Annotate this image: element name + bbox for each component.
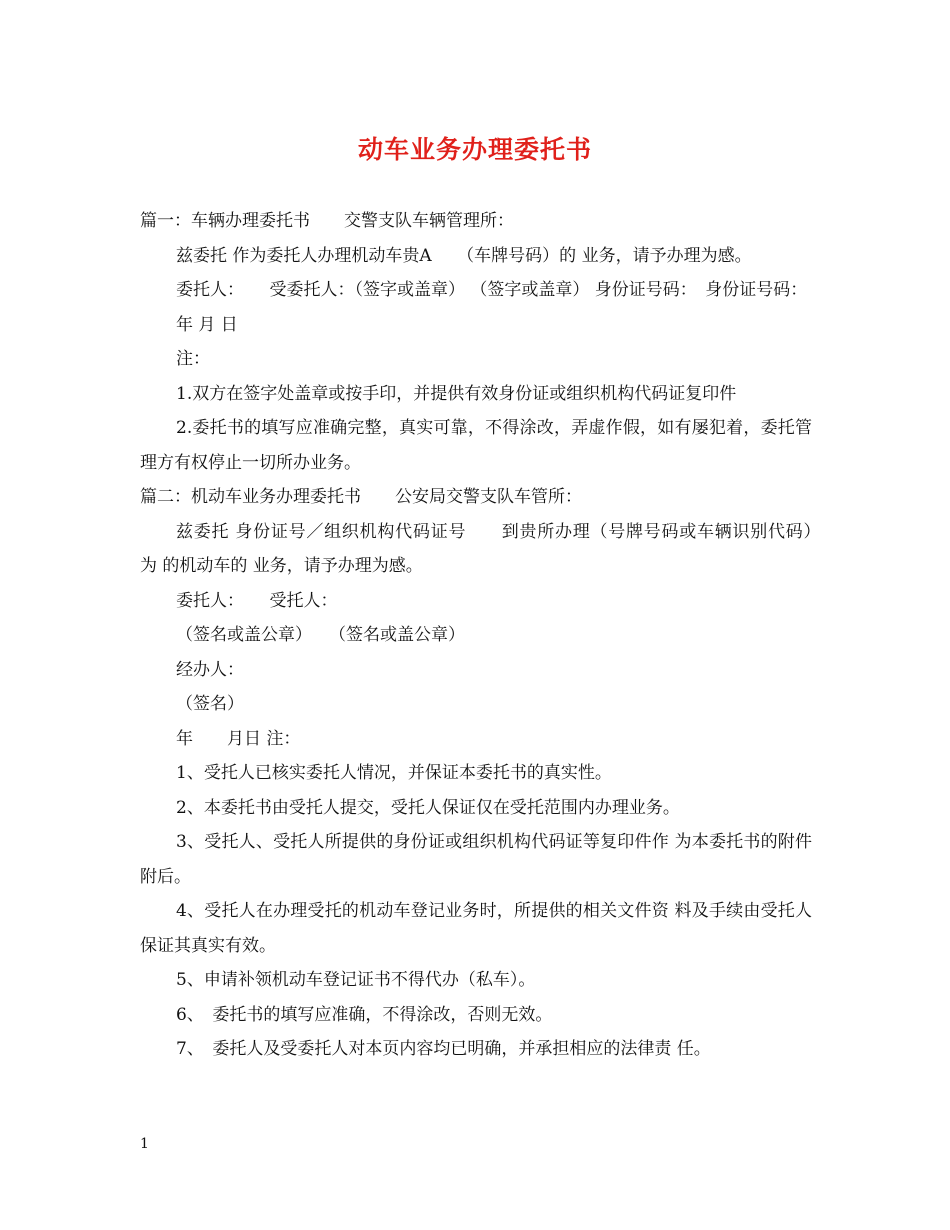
- note-item: 6、 委托书的填写应准确，不得涂改，否则无效。: [176, 1004, 553, 1025]
- date-line: 年 月 日: [176, 314, 238, 335]
- paragraph: 委托人： 受委托人：（签字或盖章） （签字或盖章） 身份证号码： 身份证号码：: [176, 280, 808, 300]
- note-heading: 注：: [176, 349, 210, 369]
- paragraph: 兹委托 作为委托人办理机动车贵A （车牌号码）的 业务，请予办理为感。: [176, 245, 752, 266]
- note-item: 5、申请补领机动车登记证书不得代办（私车）。: [176, 970, 536, 990]
- note-item: 7、 委托人及受委托人对本页内容均已明确，并承担相应的法律责 任。: [176, 1039, 711, 1059]
- document-title: 动车业务办理委托书: [357, 135, 592, 164]
- note-item: 3、受托人、受托人所提供的身份证或组织机构代码证等复印件作 为本委托书的附件附后。: [140, 832, 812, 887]
- handler-label: 经办人：: [176, 659, 244, 680]
- signature-labels: 委托人： 受托人：: [176, 590, 338, 611]
- note-item: 2、本委托书由受托人提交，受托人保证仅在受托范围内办理业务。: [176, 797, 680, 818]
- signature-hints: （签名或盖公章） （签名或盖公章）: [176, 625, 465, 645]
- note-item: 4、受托人在办理受托的机动车登记业务时，所提供的相关文件资 料及手续由受托人保证其真实有效。: [140, 901, 812, 956]
- page-number: 1: [140, 1136, 149, 1152]
- document-body: [140, 204, 846, 1067]
- section-two-heading: 篇二：机动车业务办理委托书 公安局交警支队车管所：: [140, 487, 582, 507]
- note-item: 2.委托书的填写应准确完整，真实可靠，不得涂改，弄虚作假，如有屡犯着，委托管理方有权停止一切所办业务。: [140, 418, 812, 473]
- date-line: 年 月日 注：: [176, 728, 301, 749]
- note-item: 1、受托人已核实委托人情况，并保证本委托书的真实性。: [176, 763, 612, 783]
- note-item: 1.双方在签字处盖章或按手印，并提供有效身份证或组织机构代码证复印件: [176, 383, 737, 404]
- handler-hint: （签名）: [176, 694, 244, 714]
- paragraph: 兹委托 身份证号／组织机构代码证号 到贵所办理（号牌号码或车辆识别代码） 为 的机动车的 业务，请予办理为感。: [140, 521, 846, 576]
- section-one-heading: 篇一：车辆办理委托书 交警支队车辆管理所：: [140, 211, 514, 231]
